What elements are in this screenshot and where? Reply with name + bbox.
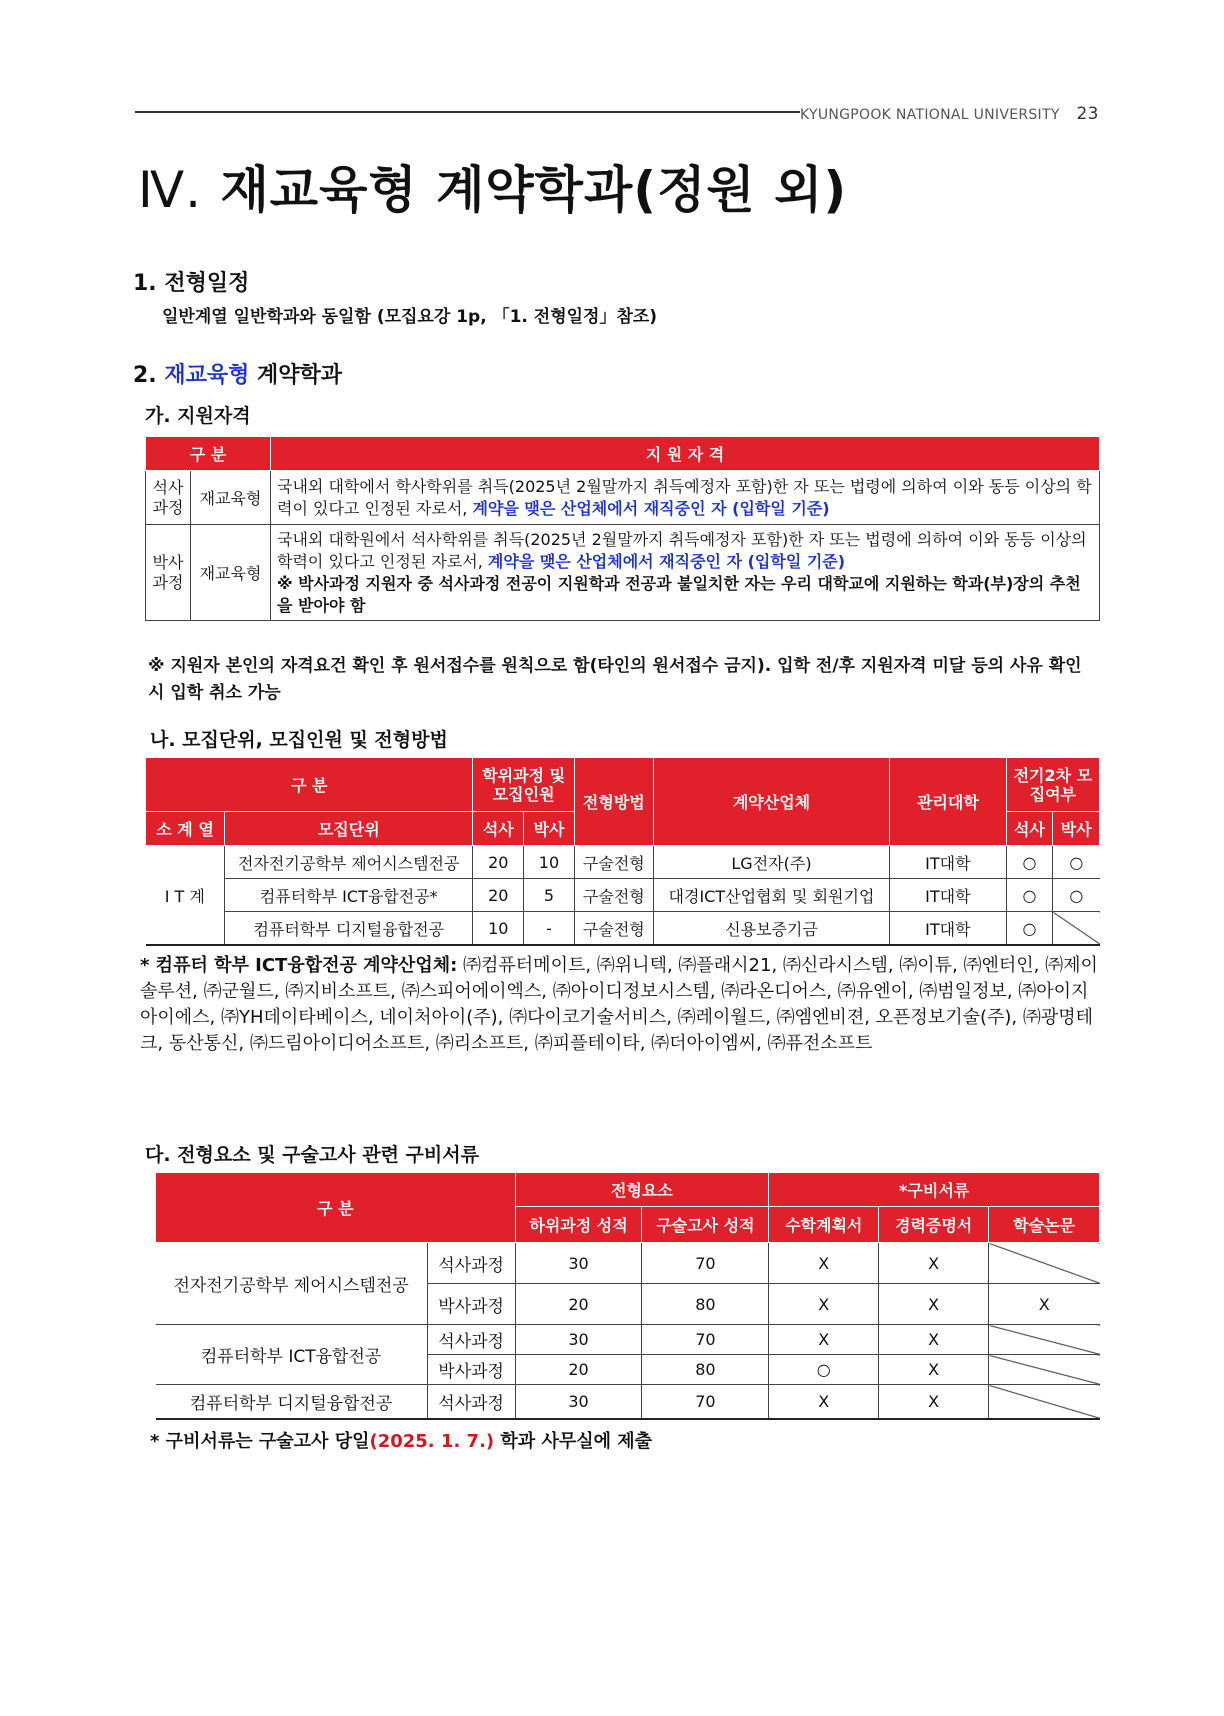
lower-cell: 20 bbox=[515, 1284, 642, 1325]
oral-cell: 80 bbox=[642, 1355, 769, 1385]
recruitment-footnote-label: * 컴퓨터 학부 ICT융합전공 계약산업체: bbox=[140, 955, 458, 976]
thesis-cell: X bbox=[989, 1284, 1100, 1325]
unit-cell: 컴퓨터학부 ICT융합전공* bbox=[225, 879, 473, 912]
thesis-cell-empty bbox=[989, 1385, 1100, 1419]
company-cell: 신용보증기금 bbox=[653, 912, 889, 946]
documents-col-oral: 구술고사 성적 bbox=[642, 1207, 769, 1243]
unit-cell: 컴퓨터학부 ICT융합전공 bbox=[156, 1325, 428, 1385]
documents-heading: 다. 전형요소 및 구술고사 관련 구비서류 bbox=[145, 1144, 479, 1166]
section2-rest: 계약학과 bbox=[257, 363, 343, 388]
second-master-cell: ○ bbox=[1006, 846, 1053, 879]
unit-cell: 컴퓨터학부 디지털융합전공 bbox=[156, 1385, 428, 1419]
recruitment-footnote bbox=[140, 953, 1102, 1057]
chapter-title bbox=[138, 150, 847, 222]
qualification-body: 국내외 대학에서 학사학위를 취득(2025년 2월말까지 취득예정자 포함)한 자 또는 법령에 의하여 이와 동등 이상의 학력이 있다고 인정된 자로서, bbox=[277, 476, 1092, 518]
recruitment-col-master: 석사 bbox=[473, 812, 524, 846]
course-cell: 석사과정 bbox=[427, 1243, 515, 1284]
course-cell: 박사과정 bbox=[427, 1355, 515, 1385]
qualification-text bbox=[271, 471, 1100, 525]
lower-cell: 30 bbox=[515, 1325, 642, 1355]
section1-body: 일반계열 일반학과와 동일함 (모집요강 1p, 「1. 전형일정」참조) bbox=[162, 307, 658, 327]
qualification-text bbox=[271, 525, 1100, 621]
method-cell: 구술전형 bbox=[574, 846, 653, 879]
second-doctor-cell: ○ bbox=[1053, 879, 1100, 912]
course-cell: 석사과정 bbox=[427, 1325, 515, 1355]
qualification-emphasis: 계약을 맺은 산업체에서 재직중인 자 (입학일 기준) bbox=[487, 551, 846, 571]
type-label: 재교육형 bbox=[191, 525, 271, 621]
qualification-emphasis: 계약을 맺은 산업체에서 재직중인 자 (입학일 기준) bbox=[472, 498, 830, 518]
second-doctor-cell: ○ bbox=[1053, 846, 1100, 879]
recruitment-header-row1 bbox=[146, 758, 1100, 812]
documents-table bbox=[155, 1172, 1100, 1420]
recruitment-table bbox=[145, 757, 1100, 946]
college-cell: IT대학 bbox=[890, 879, 1007, 912]
plan-cell: X bbox=[769, 1243, 879, 1284]
lower-cell: 30 bbox=[515, 1385, 642, 1419]
qualification-footnote: ※ 지원자 본인의 자격요건 확인 후 원서접수를 원칙으로 함(타인의 원서접수 금지). 입학 전/후 지원자격 미달 등의 사유 확인 시 입학 취소 가능 bbox=[148, 656, 1082, 703]
company-cell: 대경ICT산업협회 및 회원기업 bbox=[653, 879, 889, 912]
unit-cell: 컴퓨터학부 디지털융합전공 bbox=[225, 912, 473, 946]
table-row bbox=[156, 1385, 1100, 1419]
section1-title: 1. 전형일정 bbox=[133, 271, 250, 296]
recruitment-col-doctor: 박사 bbox=[524, 812, 575, 846]
career-cell: X bbox=[879, 1385, 989, 1419]
lower-cell: 20 bbox=[515, 1355, 642, 1385]
oral-cell: 70 bbox=[642, 1385, 769, 1419]
lower-cell: 30 bbox=[515, 1243, 642, 1284]
course-cell: 박사과정 bbox=[427, 1284, 515, 1325]
master-cell: 20 bbox=[473, 846, 524, 879]
university-name: KYUNGPOOK NATIONAL UNIVERSITY bbox=[800, 107, 1060, 123]
qualification-row-master bbox=[146, 471, 1100, 525]
documents-header-row1 bbox=[156, 1173, 1100, 1207]
documents-footnote-suffix: 학과 사무실에 제출 bbox=[494, 1431, 653, 1452]
college-cell: IT대학 bbox=[890, 846, 1007, 879]
recruitment-col-company: 계약산업체 bbox=[653, 758, 889, 846]
recruitment-col-second: 전기2차 모집여부 bbox=[1006, 758, 1099, 812]
section2-number: 2. bbox=[133, 363, 157, 388]
method-cell: 구술전형 bbox=[574, 912, 653, 946]
thesis-cell-empty bbox=[989, 1355, 1100, 1385]
plan-cell: X bbox=[769, 1284, 879, 1325]
page-number: 23 bbox=[1076, 104, 1099, 124]
plan-cell: X bbox=[769, 1385, 879, 1419]
table-row bbox=[156, 1243, 1100, 1284]
career-cell: X bbox=[879, 1355, 989, 1385]
table-row bbox=[146, 912, 1100, 946]
recruitment-col-second-doctor: 박사 bbox=[1053, 812, 1100, 846]
documents-col-plan: 수학계획서 bbox=[769, 1207, 879, 1243]
qualification-heading: 가. 지원자격 bbox=[145, 405, 251, 427]
recruitment-col-method: 전형방법 bbox=[574, 758, 653, 846]
section2-highlight: 재교육형 bbox=[164, 363, 250, 388]
recruitment-heading: 나. 모집단위, 모집인원 및 전형방법 bbox=[150, 729, 448, 751]
header bbox=[800, 104, 1099, 124]
table-row bbox=[146, 879, 1100, 912]
recruitment-col-college: 관리대학 bbox=[890, 758, 1007, 846]
documents-col-career: 경력증명서 bbox=[879, 1207, 989, 1243]
oral-cell: 70 bbox=[642, 1243, 769, 1284]
thesis-cell-empty bbox=[989, 1243, 1100, 1284]
qualification-table bbox=[145, 436, 1100, 621]
recruitment-footnote-text: ㈜컴퓨터메이트, ㈜위니텍, ㈜플래시21, ㈜신라시스템, ㈜이튜, ㈜엔터인, ㈜제이솔루션, ㈜군월드, ㈜지비소프트, ㈜스피어에이엑스, ㈜아이디정보시스템, ㈜라온디어스, ㈜유엔이, ㈜범일정보, ㈜아이지아이에스, ㈜YH데이타베이스, 네이처아이(주), ㈜다이코기술서비스, ㈜레이월드, ㈜엠엔비젼, 오픈정보기술(주), ㈜광명테크, 동산통신, ㈜드림아이디어소프트, ㈜리소프트, ㈜피플테이타, ㈜더아이엠씨, ㈜퓨전소프트 bbox=[140, 955, 1098, 1054]
second-master-cell: ○ bbox=[1006, 879, 1053, 912]
recruitment-col-degree: 학위과정 및 모집인원 bbox=[473, 758, 574, 812]
field-cell: I T 계 bbox=[146, 846, 225, 946]
table-row bbox=[156, 1325, 1100, 1355]
oral-cell: 70 bbox=[642, 1325, 769, 1355]
unit-cell: 전자전기공학부 제어시스템전공 bbox=[156, 1243, 428, 1325]
unit-cell: 전자전기공학부 제어시스템전공 bbox=[225, 846, 473, 879]
course-label: 석사과정 bbox=[146, 471, 191, 525]
course-cell: 석사과정 bbox=[427, 1385, 515, 1419]
documents-footnote bbox=[150, 1427, 652, 1453]
recruitment-col-category: 구 분 bbox=[146, 758, 473, 812]
qualification-col-qualification: 지 원 자 격 bbox=[271, 437, 1100, 471]
course-label: 박사과정 bbox=[146, 525, 191, 621]
oral-cell: 80 bbox=[642, 1284, 769, 1325]
recruitment-col-second-master: 석사 bbox=[1006, 812, 1053, 846]
documents-footnote-date: (2025. 1. 7.) bbox=[369, 1431, 495, 1452]
documents-col-lower: 하위과정 성적 bbox=[515, 1207, 642, 1243]
career-cell: X bbox=[879, 1325, 989, 1355]
method-cell: 구술전형 bbox=[574, 879, 653, 912]
qualification-header-row bbox=[146, 437, 1100, 471]
qualification-body: 국내외 대학원에서 석사학위를 취득(2025년 2월말까지 취득예정자 포함)한 자 또는 법령에 의하여 이와 동등 이상의 학력이 있다고 인정된 자로서, bbox=[277, 529, 1087, 571]
qualification-row-doctor bbox=[146, 525, 1100, 621]
recruitment-col-unit: 모집단위 bbox=[225, 812, 473, 846]
documents-col-elements: 전형요소 bbox=[515, 1173, 769, 1207]
table-row bbox=[146, 846, 1100, 879]
company-cell: LG전자(주) bbox=[653, 846, 889, 879]
documents-col-thesis: 학술논문 bbox=[989, 1207, 1100, 1243]
type-label: 재교육형 bbox=[191, 471, 271, 525]
documents-col-docs: *구비서류 bbox=[769, 1173, 1100, 1207]
doctor-cell: - bbox=[524, 912, 575, 946]
section2-title bbox=[133, 358, 342, 389]
college-cell: IT대학 bbox=[890, 912, 1007, 946]
career-cell: X bbox=[879, 1243, 989, 1284]
chapter-roman: Ⅳ. bbox=[138, 161, 203, 219]
doctor-cell: 10 bbox=[524, 846, 575, 879]
second-master-cell: ○ bbox=[1006, 912, 1053, 946]
thesis-cell-empty bbox=[989, 1325, 1100, 1355]
qualification-col-category: 구 분 bbox=[146, 437, 271, 471]
recruitment-col-field: 소 계 열 bbox=[146, 812, 225, 846]
plan-cell: X bbox=[769, 1325, 879, 1355]
master-cell: 10 bbox=[473, 912, 524, 946]
doctor-cell: 5 bbox=[524, 879, 575, 912]
chapter-text: 재교육형 계약학과(정원 외) bbox=[220, 161, 848, 219]
master-cell: 20 bbox=[473, 879, 524, 912]
second-doctor-cell-empty bbox=[1053, 912, 1100, 946]
qualification-note: ※ 박사과정 지원자 중 석사과정 전공이 지원학과 전공과 불일치한 자는 우리 대학교에 지원하는 학과(부)장의 추천을 받아야 함 bbox=[277, 573, 1081, 615]
header-rule bbox=[135, 111, 800, 113]
documents-footnote-prefix: * 구비서류는 구술고사 당일 bbox=[150, 1431, 370, 1452]
career-cell: X bbox=[879, 1284, 989, 1325]
documents-col-category: 구 분 bbox=[156, 1173, 516, 1243]
plan-cell: ○ bbox=[769, 1355, 879, 1385]
